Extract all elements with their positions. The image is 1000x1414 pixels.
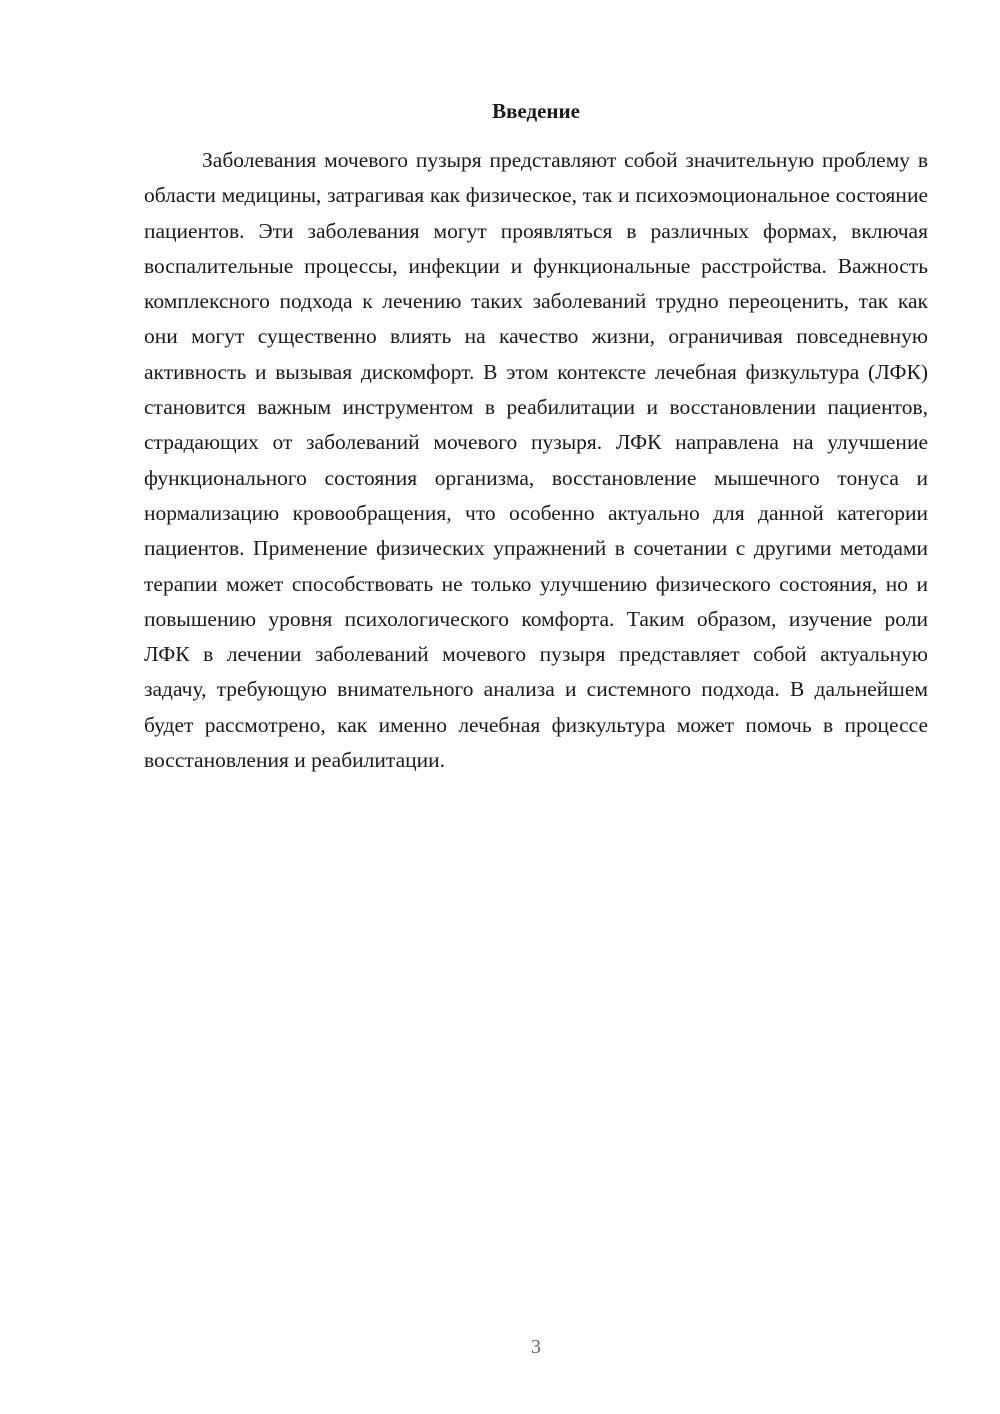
section-heading: Введение — [492, 99, 580, 123]
body-paragraph: Заболевания мочевого пузыря представляют собой значительную проблему в области медицины, затрагивая как физическое, так и психоэмоциональное состояние пациентов. Эти заболевания могут проявляться в различных формах, включая воспалительные процессы, инфекции и функциональные расстройства. Важность комплексного подхода к лечению таких заболеваний трудно переоценить, так как они могут существенно влиять на качество жизни, ограничивая повседневную активность и вызывая дискомфорт. В этом контексте лечебная физкультура (ЛФК) становится важным инструментом в реабилитации и восстановлении пациентов, страдающих от заболеваний мочевого пузыря. ЛФК направлена на улучшение функционального состояния организма, восстановление мышечного тонуса и нормализацию кровообращения, что особенно актуально для данной категории пациентов. Применение физических упражнений в сочетании с другими методами терапии может способствовать не только улучшению физического состояния, но и повышению уровня психологического комфорта. Таким образом, изучение роли ЛФК в лечении заболеваний мочевого пузыря представляет собой актуальную задачу, требующую внимательного анализа и системного подхода. В дальнейшем будет рассмотрено, как именно лечебная физкультура может помочь в процессе восстановления и реабилитации. — [144, 148, 928, 773]
page-number: 3 — [531, 1336, 541, 1358]
